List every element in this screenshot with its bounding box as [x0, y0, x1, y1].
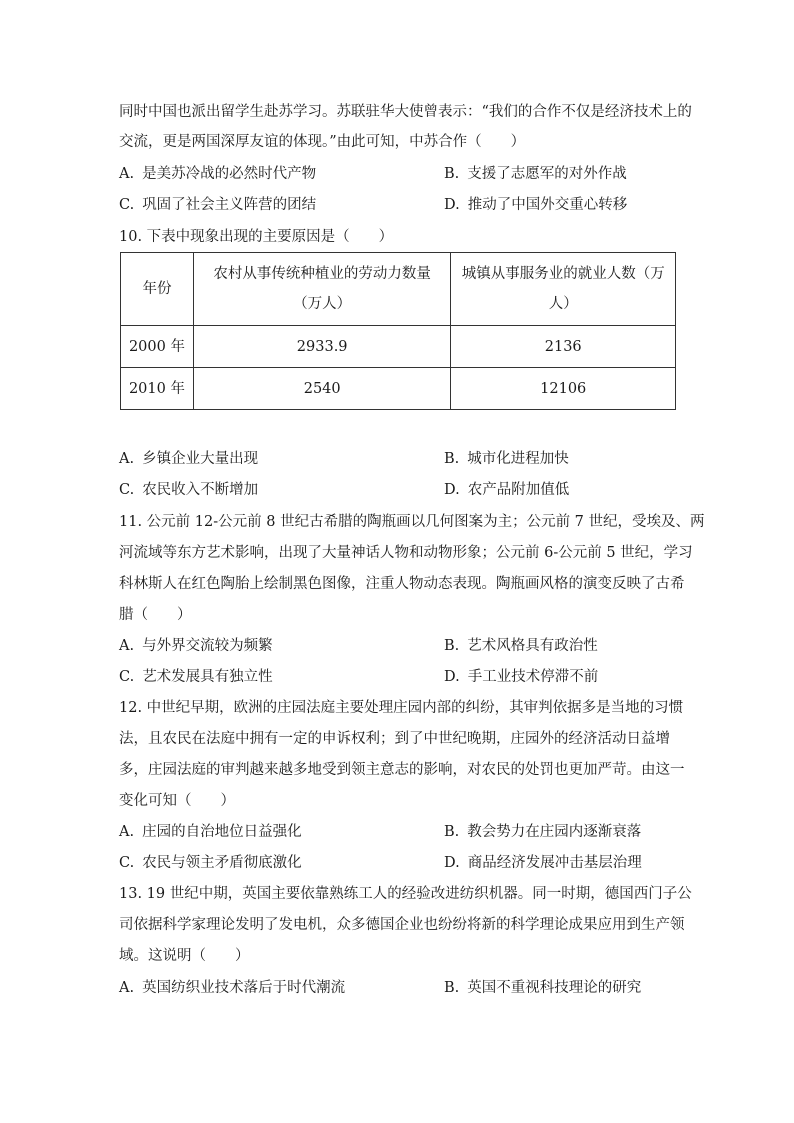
option-key: A. [119, 824, 135, 840]
q13-stem-line-1: 13. 19 世纪中期，英国主要依靠熟练工人的经验改进纺织机器。同一时期，德国西门子公 [119, 886, 692, 902]
q13-option-a[interactable] [119, 978, 345, 998]
q9-option-b[interactable] [444, 164, 627, 184]
option-text: 农产品附加值低 [467, 482, 570, 498]
option-text: 教会势力在庄园内逐渐衰落 [467, 824, 642, 840]
option-key: B. [444, 980, 460, 996]
table-header-cell: 农村从事传统种植业的劳动力数量（万人） [193, 253, 450, 326]
option-text: 巩固了社会主义阵营的团结 [142, 197, 317, 213]
option-key: D. [444, 197, 460, 213]
option-text: 支援了志愿军的对外作战 [467, 166, 627, 182]
q13-stem-line-3: 域。这说明（ ） [119, 948, 250, 964]
option-key: A. [119, 980, 135, 996]
option-text: 推动了中国外交重心转移 [467, 197, 628, 213]
q12-option-d[interactable] [444, 853, 642, 873]
q9-stem-line-1: 同时中国也派出留学生赴苏学习。苏联驻华大使曾表示：“我们的合作不仅是经济技术上的 [119, 104, 692, 120]
q11-stem-line-3: 科林斯人在红色陶胎上绘制黑色图像，注重人物动态表现。陶瓶画风格的演变反映了古希 [119, 576, 685, 592]
q11-option-c[interactable] [119, 667, 273, 687]
option-text: 英国不重视科技理论的研究 [467, 980, 642, 996]
option-key: B. [444, 824, 460, 840]
q11-stem-line-1: 11. 公元前 12-公元前 8 世纪古希腊的陶瓶画以几何图案为主；公元前 7 世纪，受埃及、两 [119, 514, 705, 530]
q12-stem-line-2: 法，且农民在法庭中拥有一定的申诉权利；到了中世纪晚期，庄园外的经济活动日益增 [119, 731, 670, 747]
option-text: 庄园的自治地位日益强化 [142, 824, 302, 840]
q12-option-b[interactable] [444, 822, 641, 842]
table-header-row [121, 253, 676, 326]
q9-stem-line-2: 交流，更是两国深厚友谊的体现。”由此可知，中苏合作（ ） [119, 134, 526, 150]
table-cell: 2933.9 [193, 326, 450, 368]
option-text: 农民与领主矛盾彻底激化 [142, 855, 302, 871]
table-row [121, 368, 676, 410]
q10-option-c[interactable] [119, 480, 258, 500]
table-row [121, 326, 676, 368]
option-text: 城市化进程加快 [467, 451, 569, 467]
option-text: 艺术风格具有政治性 [467, 638, 598, 654]
option-text: 乡镇企业大量出现 [142, 451, 259, 467]
option-key: D. [444, 855, 460, 871]
option-key: B. [444, 166, 460, 182]
q11-stem-line-4: 腊（ ） [119, 607, 192, 623]
option-key: A. [119, 166, 135, 182]
q10-stem: 10. 下表中现象出现的主要原因是（ ） [119, 229, 394, 245]
option-text: 农民收入不断增加 [142, 482, 259, 498]
option-text: 商品经济发展冲击基层治理 [467, 855, 642, 871]
option-text: 与外界交流较为频繁 [142, 638, 273, 654]
q9-option-a[interactable] [119, 164, 316, 184]
q12-stem-line-1: 12. 中世纪早期，欧洲的庄园法庭主要处理庄园内部的纠纷，其审判依据多是当地的习惯 [119, 700, 684, 716]
table-header-cell: 年份 [121, 253, 194, 326]
q12-stem-line-4: 变化可知（ ） [119, 793, 235, 809]
q10-option-b[interactable] [444, 449, 569, 469]
q12-option-c[interactable] [119, 853, 302, 873]
table-cell: 12106 [451, 368, 676, 410]
option-key: C. [119, 482, 135, 498]
option-key: C. [119, 669, 135, 685]
option-key: A. [119, 451, 135, 467]
q9-option-c[interactable] [119, 195, 316, 215]
q12-option-a[interactable] [119, 822, 302, 842]
option-text: 是美苏冷战的必然时代产物 [142, 166, 317, 182]
q11-stem-line-2: 河流域等东方艺术影响，出现了大量神话人物和动物形象；公元前 6-公元前 5 世纪，学习 [119, 545, 693, 561]
option-text: 手工业技术停滞不前 [467, 669, 599, 685]
q10-option-a[interactable] [119, 449, 258, 469]
q10-data-table [120, 252, 676, 410]
option-key: D. [444, 669, 460, 685]
q13-option-b[interactable] [444, 978, 641, 998]
option-key: D. [444, 482, 460, 498]
q11-option-a[interactable] [119, 636, 273, 656]
option-key: B. [444, 451, 460, 467]
option-key: C. [119, 855, 135, 871]
q12-stem-line-3: 多，庄园法庭的审判越来越多地受到领主意志的影响，对农民的处罚也更加严苛。由这一 [119, 762, 685, 778]
table-cell: 2010 年 [121, 368, 194, 410]
table-cell: 2000 年 [121, 326, 194, 368]
option-text: 艺术发展具有独立性 [142, 669, 273, 685]
option-text: 英国纺织业技术落后于时代潮流 [142, 980, 346, 996]
option-key: B. [444, 638, 460, 654]
table-cell: 2540 [193, 368, 450, 410]
option-key: C. [119, 197, 135, 213]
q11-option-d[interactable] [444, 667, 598, 687]
q11-option-b[interactable] [444, 636, 598, 656]
option-key: A. [119, 638, 135, 654]
q13-stem-line-2: 司依据科学家理论发明了发电机，众多德国企业也纷纷将新的科学理论成果应用到生产领 [119, 917, 685, 933]
table-header-cell: 城镇从事服务业的就业人数（万人） [451, 253, 676, 326]
q9-option-d[interactable] [444, 195, 627, 215]
table-cell: 2136 [451, 326, 676, 368]
q10-option-d[interactable] [444, 480, 569, 500]
